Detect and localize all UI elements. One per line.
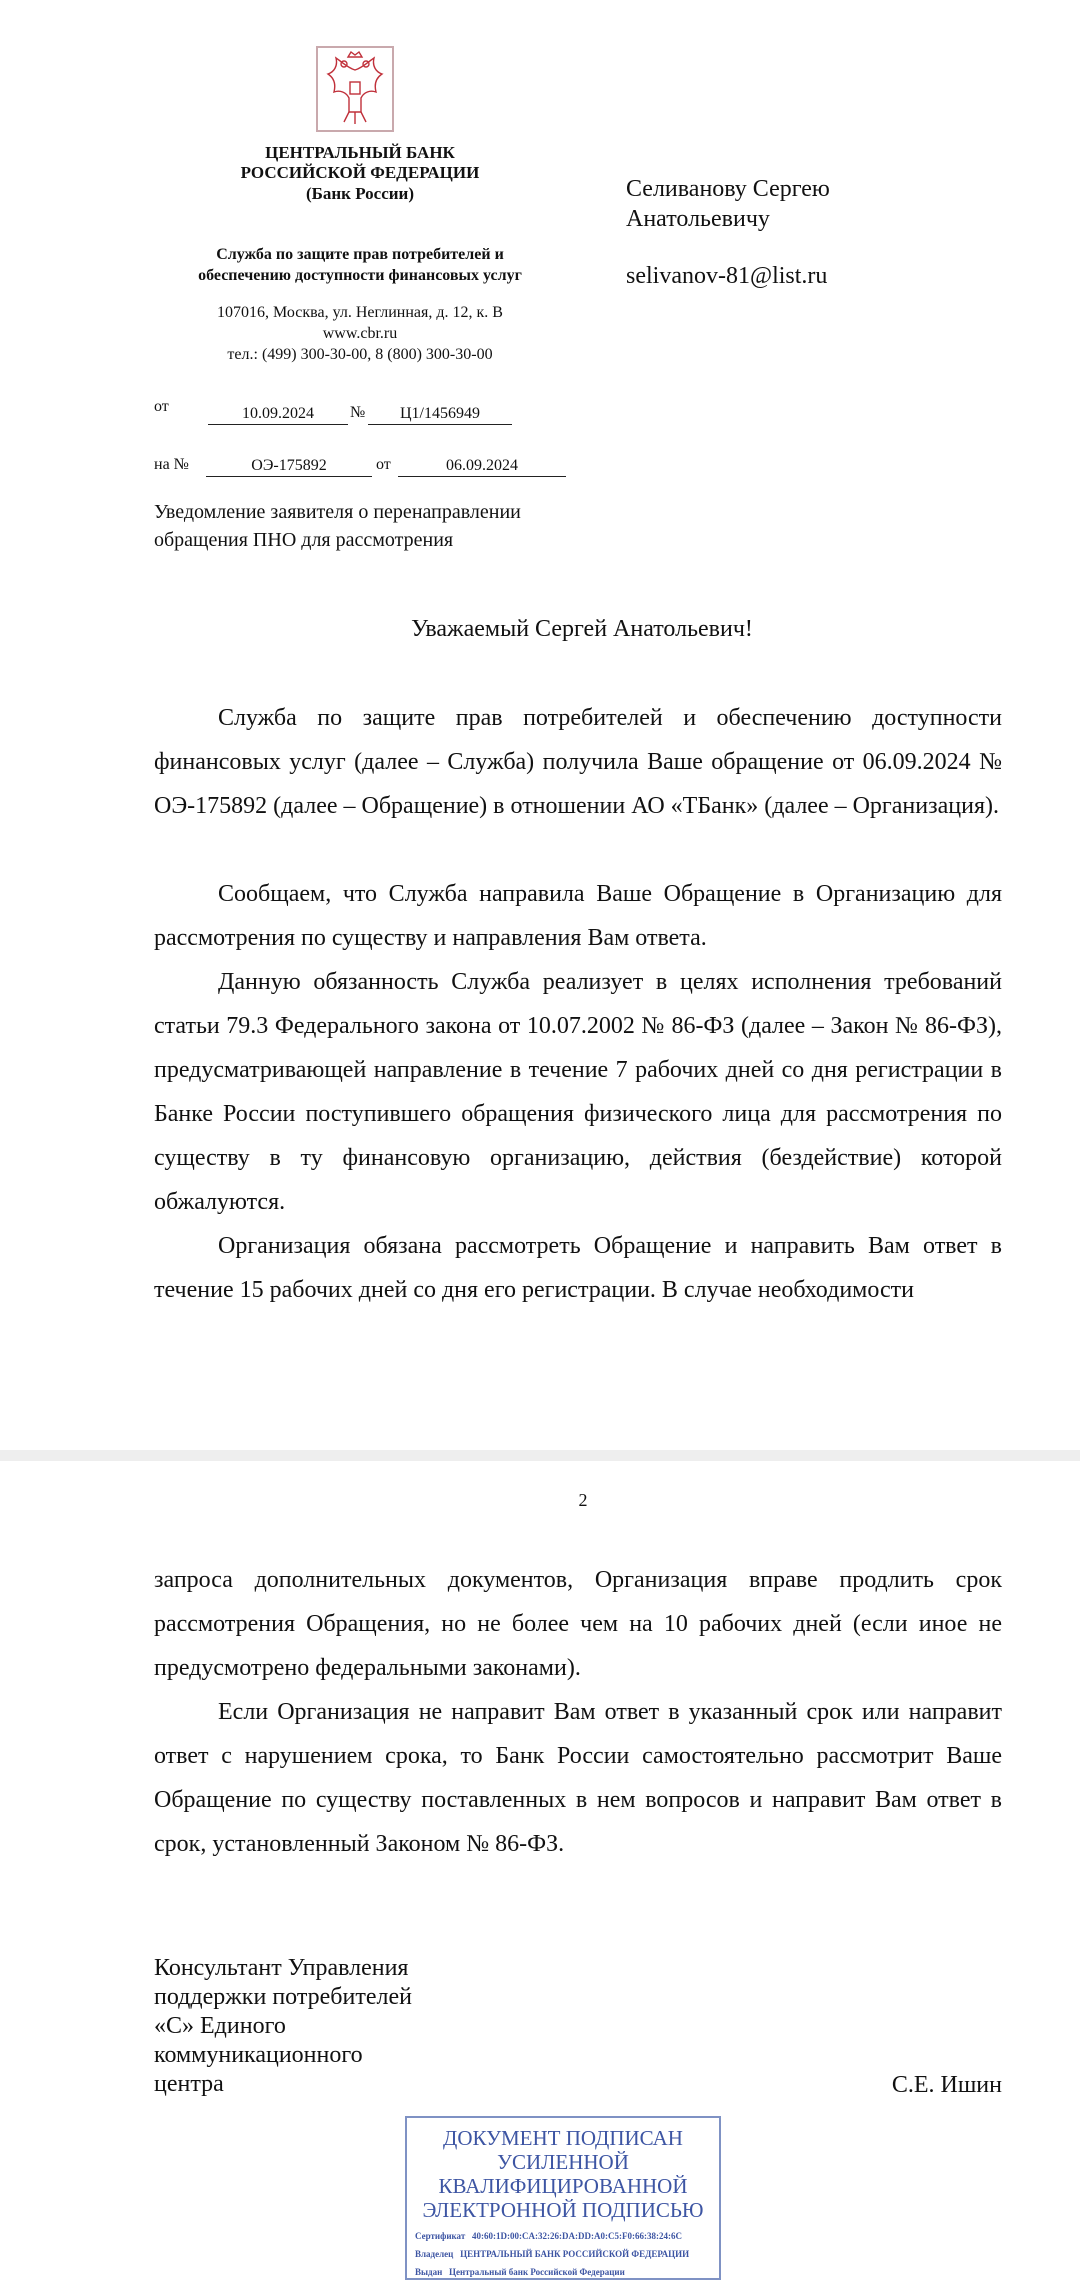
letter-date: 10.09.2024 <box>208 404 348 425</box>
from-label: от <box>154 398 169 415</box>
service-name-line1: Служба по защите прав потребителей и <box>216 246 504 263</box>
reply-to-from-label: от <box>376 456 391 473</box>
body-paragraph-2: Сообщаем, что Служба направила Ваше Обращение в Организацию для рассмотрения по существу и направления Вам ответа. <box>154 881 1002 951</box>
stamp-issuer-label: Выдан <box>415 2267 443 2277</box>
letter-subject <box>154 498 584 554</box>
stamp-owner-value: ЦЕНТРАЛЬНЫЙ БАНК РОССИЙСКОЙ ФЕДЕРАЦИИ <box>460 2249 690 2259</box>
body-paragraph-5: запроса дополнительных документов, Организация вправе продлить срок рассмотрения Обращения, но не более чем на 10 рабочих дней (если иное не предусмотрено федеральными законами). <box>154 1567 1002 1681</box>
stamp-cert-label: Сертификат <box>415 2231 466 2241</box>
subject-line2: обращения ПНО для рассмотрения <box>154 529 454 551</box>
reply-to-label: на № <box>154 456 189 473</box>
service-name-line2: обеспечению доступности финансовых услуг <box>198 267 522 284</box>
stamp-title-line1: ДОКУМЕНТ ПОДПИСАН <box>443 2126 683 2150</box>
body-paragraph-6: Если Организация не направит Вам ответ в указанный срок или направит ответ с нарушением срока, то Банк России самостоятельно рассмотрит Ваше Обращение по существу поставленных в нем вопросов и направит Вам ответ в срок, установленный Законом № 86-ФЗ. <box>154 1699 1002 1857</box>
recipient-email: selivanov-81@list.ru <box>626 263 828 289</box>
signer-position <box>154 1954 474 2099</box>
bank-name-line3: (Банк России) <box>305 184 415 203</box>
stamp-cert-value: 40:60:1D:00:CA:32:26:DA:DD:A0:C5:F0:66:38:24:6C <box>472 2231 682 2241</box>
e-signature-stamp <box>405 2116 721 2280</box>
letter-number: Ц1/1456949 <box>368 404 512 425</box>
stamp-issuer <box>415 2266 715 2278</box>
bank-address: 107016, Москва, ул. Неглинная, д. 12, к. В <box>217 304 503 321</box>
bank-phone: тел.: (499) 300-30-00, 8 (800) 300-30-00 <box>227 346 493 363</box>
signer-position-line1: Консультант Управления <box>154 1955 409 1981</box>
bank-name-line2: РОССИЙСКОЙ ФЕДЕРАЦИИ <box>240 163 480 182</box>
reply-to-date: 06.09.2024 <box>398 456 566 477</box>
stamp-issuer-value: Центральный банк Российской Федерации <box>449 2267 625 2277</box>
recipient-name-line1: Селиванову Сергею <box>626 176 830 202</box>
signer-position-line4: коммуникационного <box>154 2042 363 2068</box>
double-headed-eagle-icon <box>318 48 392 130</box>
recipient-name <box>626 174 830 234</box>
number-sign: № <box>350 404 366 421</box>
stamp-title-line4: ЭЛЕКТРОННОЙ ПОДПИСЬЮ <box>422 2198 704 2222</box>
bank-name-line1: ЦЕНТРАЛЬНЫЙ БАНК <box>265 143 455 162</box>
signer-name: С.Е. Ишин <box>891 2072 1002 2098</box>
stamp-title-line2: УСИЛЕННОЙ <box>497 2150 629 2174</box>
bank-website: www.cbr.ru <box>322 325 398 342</box>
stamp-title <box>407 2126 719 2222</box>
stamp-certificate <box>415 2230 715 2242</box>
signer-position-line3: «С» Единого <box>154 2013 286 2039</box>
reply-to-number: ОЭ-175892 <box>206 456 372 477</box>
page-separator <box>0 1450 1080 1461</box>
stamp-title-line3: КВАЛИФИЦИРОВАННОЙ <box>438 2174 688 2198</box>
subject-line1: Уведомление заявителя о перенаправлении <box>154 501 521 523</box>
greeting: Уважаемый Сергей Анатольевич! <box>411 616 753 642</box>
bank-emblem <box>316 46 394 132</box>
stamp-owner <box>415 2248 715 2260</box>
body-paragraph-3: Данную обязанность Служба реализует в целях исполнения требований статьи 79.3 Федерального закона от 10.07.2002 № 86-ФЗ (далее – Закон № 86-ФЗ), предусматривающей направление в течение 7 рабочих дней со дня регистрации в Банке России поступившего обращения физического лица для рассмотрения по существу в ту финансовую организацию, действия (бездействие) которой обжалуются. <box>154 969 1002 1215</box>
page-number: 2 <box>578 1490 588 1510</box>
signer-position-line5: центра <box>154 2071 224 2097</box>
stamp-owner-label: Владелец <box>415 2249 454 2259</box>
signer-position-line2: поддержки потребителей <box>154 1984 412 2010</box>
body-paragraph-1: Служба по защите прав потребителей и обеспечению доступности финансовых услуг (далее – Служба) получила Ваше обращение от 06.09.2024 № ОЭ-175892 (далее – Обращение) в отношении АО «ТБанк» (далее – Организация). <box>154 705 1002 819</box>
recipient-name-line2: Анатольевичу <box>626 206 770 232</box>
body-paragraph-4: Организация обязана рассмотреть Обращение и направить Вам ответ в течение 15 рабочих дней со дня его регистрации. В случае необходимости <box>154 1233 1002 1303</box>
